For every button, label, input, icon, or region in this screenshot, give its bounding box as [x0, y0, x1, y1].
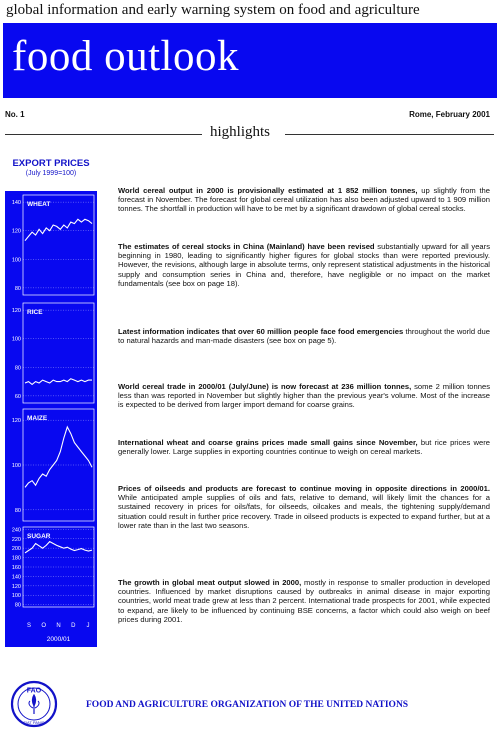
organization-name: FOOD AND AGRICULTURE ORGANIZATION OF THE UNITED NATIONS [86, 700, 409, 710]
y-tick-label: 120 [11, 418, 21, 425]
y-tick-label: 220 [11, 536, 21, 543]
logo-motto: FIAT PANIS [23, 720, 45, 725]
dateline: Rome, February 2001 [409, 110, 490, 119]
y-tick-label: 60 [14, 393, 21, 400]
y-tick-label: 120 [11, 308, 21, 315]
tagline: global information and early warning system on food and agriculture [6, 2, 420, 18]
issue-number: No. 1 [5, 110, 25, 119]
fao-logo [10, 680, 58, 728]
y-tick-label: 120 [11, 583, 21, 590]
month-label: J [86, 623, 90, 629]
y-tick-label: 100 [11, 336, 21, 343]
y-tick-label: 80 [14, 285, 21, 292]
price-line [25, 542, 92, 553]
highlight-item: The growth in global meat output slowed in 2000, mostly in response to smaller production in developed countries. Influenced by market disruptions caused by outbreaks in animal disease in major exporting countries, world meat trade grew at less than 2 percent. International trade prospects for 2001, while expected to expand, are likely to be influenced by continuing BSE concerns, a factor which could also weigh on beef prices during 2001. [118, 578, 490, 624]
highlight-item: Latest information indicates that over 60 million people face food emergencies throughout the world due to natural hazards and man-made disasters (see box on page 5). [118, 327, 490, 346]
y-tick-label: 180 [11, 555, 21, 562]
export-prices-subtitle: (July 1999=100) [25, 170, 77, 177]
highlight-item: World cereal trade in 2000/01 (July/June) is now forecast at 236 million tonnes, some 2 million tonnes less than was reported in November but slightly higher than the previous year's volume. Most of the increase is expected to be derived from larger import demand for coarse grains. [118, 382, 491, 410]
y-tick-label: 100 [11, 257, 21, 264]
section-title: highlights [210, 124, 271, 140]
month-label: D [71, 623, 76, 629]
export-prices-title: EXPORT PRICES [12, 158, 90, 169]
y-tick-label: 80 [14, 365, 21, 372]
price-line [25, 379, 92, 385]
highlight-item: Prices of oilseeds and products are forecast to continue moving in opposite directions in 2000/01. While anticipated ample supplies of oils and fats, relative to demand, will likely limit the chances for a sustained recovery in prices for oils/fats, for oilseeds, oilcakes and meals, the tightening supply/demand situation could result in further price recovery. Trade in oilseed products is expected to expand further, but at a lower rate than in the last two seasons. [118, 484, 490, 530]
commodity-label: SUGAR [27, 533, 51, 540]
month-label: S [26, 623, 32, 629]
logo-letters: FAO [26, 687, 42, 695]
commodity-label: MAIZE [27, 415, 48, 422]
commodity-label: WHEAT [27, 201, 51, 208]
y-tick-label: 120 [11, 228, 21, 235]
y-tick-label: 100 [11, 593, 21, 600]
highlight-item: International wheat and coarse grains prices made small gains since November, but rice prices were generally lower. Large supplies in exporting countries continue to weigh on cereal markets. [118, 438, 490, 457]
price-line [25, 427, 92, 488]
commodity-label: RICE [27, 309, 43, 316]
divider-right [285, 134, 494, 135]
y-tick-label: 240 [11, 527, 21, 534]
export-prices-charts [5, 191, 97, 647]
highlight-item: The estimates of cereal stocks in China (Mainland) have been revised substantially upward for all years beginning in 1980, leading to significantly higher figures for global stocks than were reported previously. However, the revisions, although large in absolute terms, only represent statistical adjustments in the historical supply and consumption series in China and, therefore, have negligible or no impact on the market fundamentals (see box on page 18). [118, 242, 490, 288]
y-tick-label: 200 [11, 546, 21, 553]
y-tick-label: 140 [11, 574, 21, 581]
highlight-item: World cereal output in 2000 is provisionally estimated at 1 852 million tonnes, up slightly from the forecast in November. The forecast for global cereal utilization has also been adjusted upward to 1 909 million tonnes. The shortfall in production will have to be met by a significant drawdown of global cereal stocks. [118, 186, 490, 214]
y-tick-label: 100 [11, 463, 21, 469]
period-label: 2000/01 [46, 636, 71, 643]
month-label: N [56, 623, 61, 629]
month-label: O [41, 623, 47, 629]
price-line [25, 219, 92, 240]
y-tick-label: 160 [11, 565, 21, 571]
chart-frame [23, 303, 94, 403]
divider-left [5, 134, 202, 135]
y-tick-label: 80 [14, 602, 21, 609]
chart-frame [23, 195, 94, 295]
export-prices-panel [5, 191, 97, 647]
y-tick-label: 140 [11, 200, 21, 207]
y-tick-label: 80 [14, 507, 21, 514]
publication-title: food outlook [12, 33, 239, 80]
